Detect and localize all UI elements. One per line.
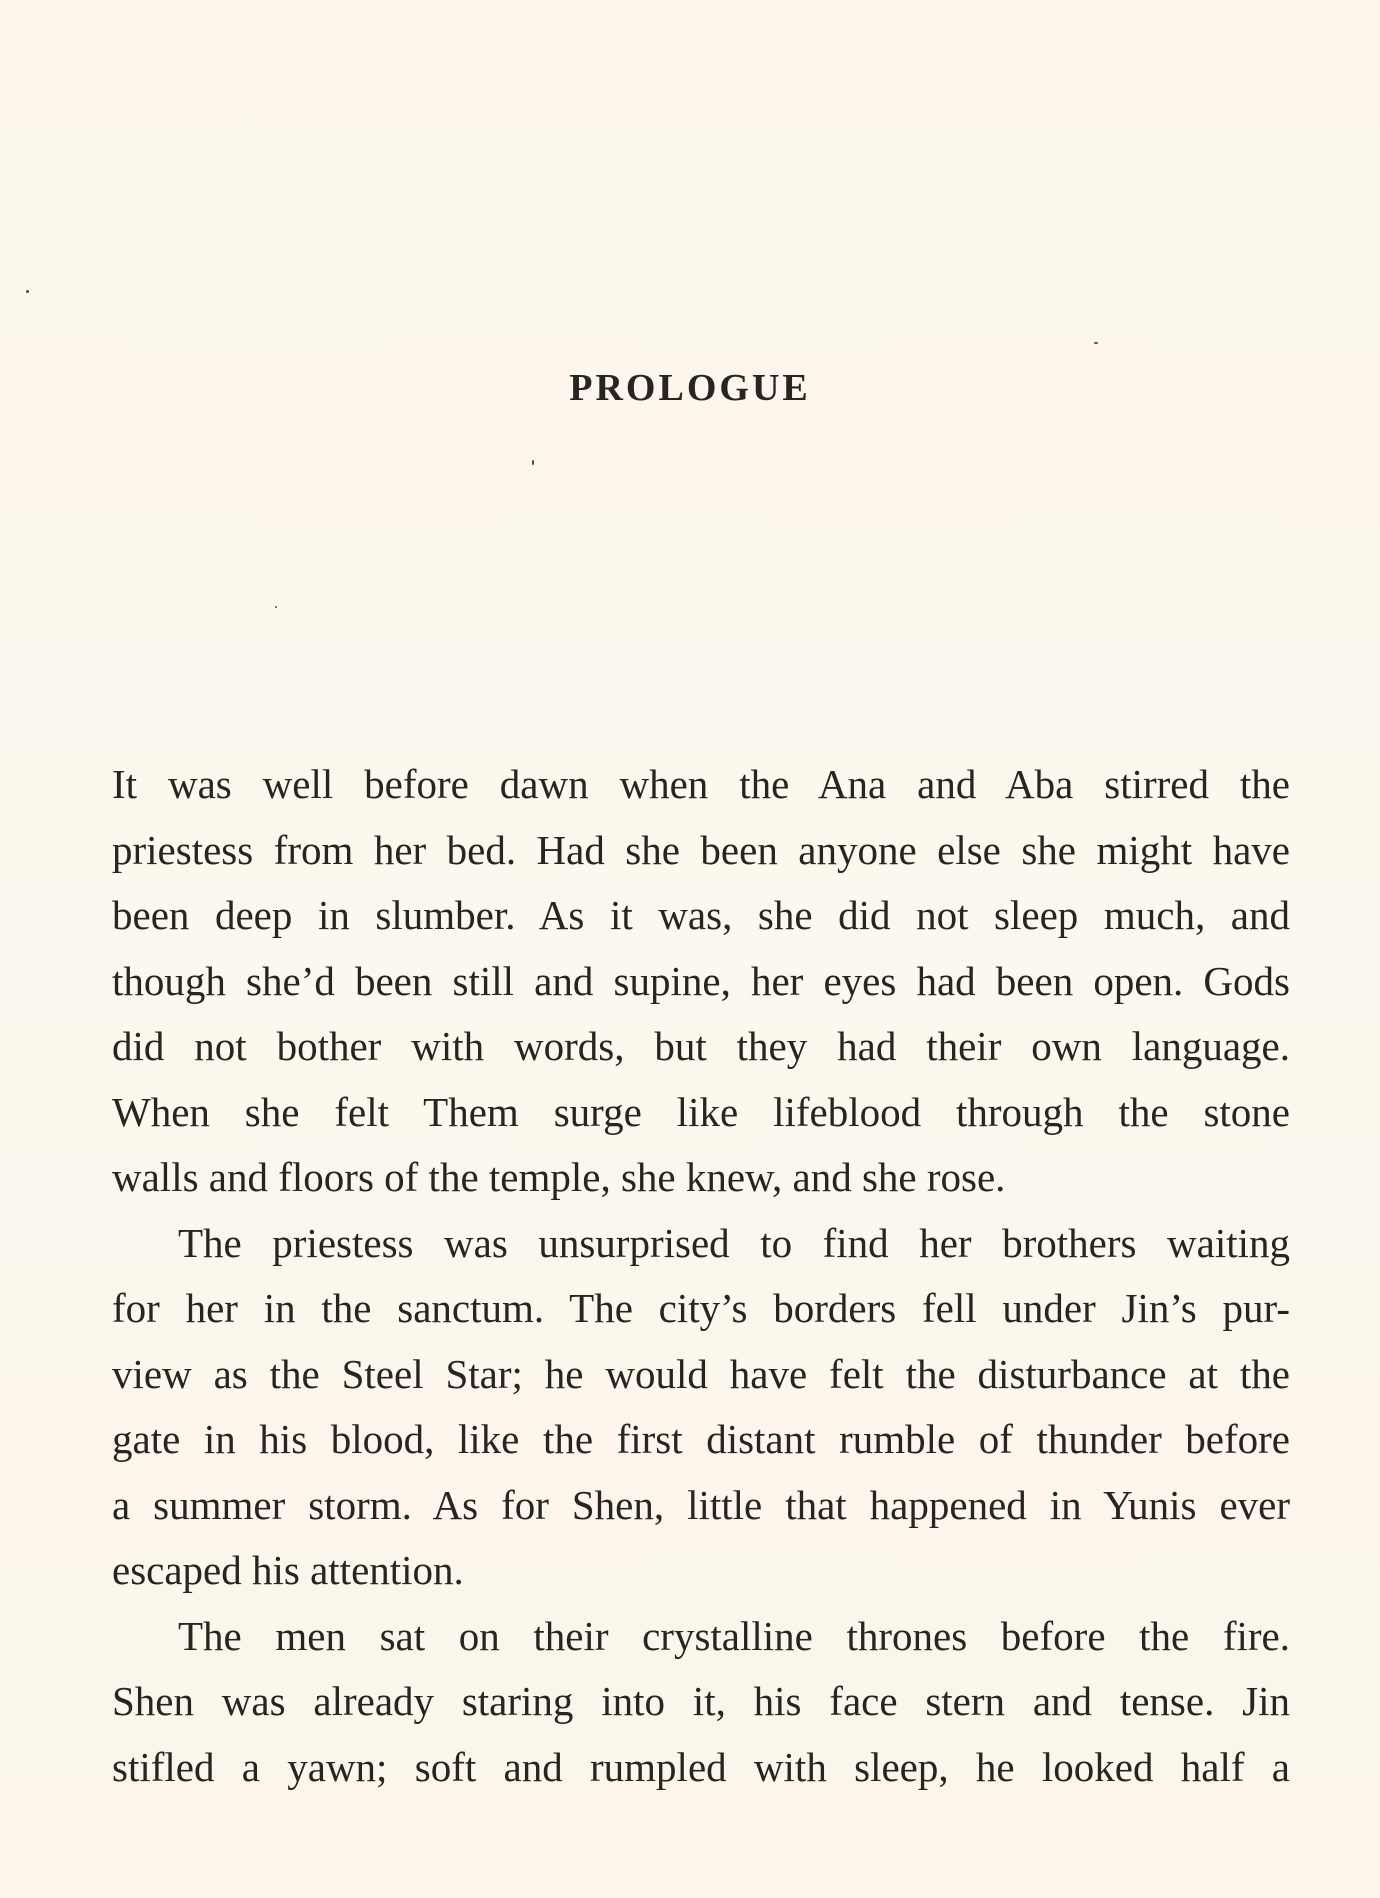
- text-line: The priestess was unsurprised to find her brothers waiting: [178, 1219, 1290, 1266]
- text-line: walls and floors of the temple, she knew, and she rose.: [112, 1154, 1006, 1200]
- chapter-title: PROLOGUE: [569, 367, 811, 409]
- paper-speck: [1094, 342, 1098, 344]
- paragraph-1: [112, 752, 1290, 1211]
- text-line: a summer storm. As for Shen, little that happened in Yunis ever: [112, 1481, 1290, 1528]
- text-line: gate in his blood, like the first distant rumble of thunder before: [112, 1416, 1290, 1462]
- text-line: When she felt Them surge like lifeblood through the stone: [112, 1088, 1290, 1135]
- paper-speck: [26, 290, 29, 293]
- text-line: though she’d been still and supine, her eyes had been open. Gods: [112, 957, 1290, 1004]
- text-line: stifled a yawn; soft and rumpled with sleep, he looked half a: [112, 1743, 1290, 1790]
- text-line: The men sat on their crystalline thrones before the fire.: [178, 1612, 1290, 1659]
- paper-speck: [275, 606, 277, 608]
- text-line: for her in the sanctum. The city’s borders fell under Jin’s pur-: [112, 1285, 1290, 1331]
- text-line: been deep in slumber. As it was, she did not sleep much, and: [112, 892, 1290, 938]
- paragraph-3: [112, 1604, 1290, 1801]
- text-line: Shen was already staring into it, his face stern and tense. Jin: [112, 1678, 1290, 1724]
- text-line: view as the Steel Star; he would have felt the disturbance at the: [112, 1350, 1290, 1397]
- text-line: escaped his attention.: [112, 1547, 464, 1593]
- paragraph-2: [112, 1211, 1290, 1604]
- text-line: did not bother with words, but they had their own language.: [112, 1023, 1290, 1069]
- text-line: It was well before dawn when the Ana and Aba stirred the: [112, 761, 1290, 807]
- paper-speck: [532, 460, 534, 465]
- text-line: priestess from her bed. Had she been anyone else she might have: [112, 826, 1290, 873]
- body-text: [112, 752, 1290, 1800]
